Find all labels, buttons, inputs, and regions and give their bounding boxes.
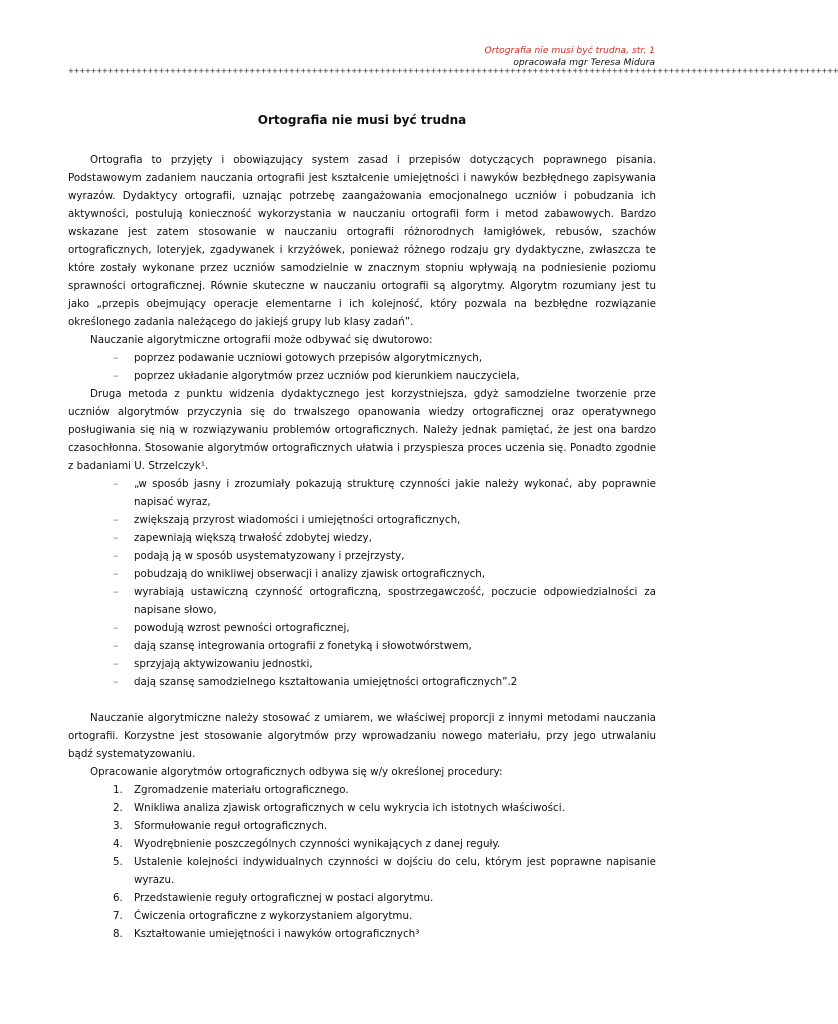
list-item: 7. Ćwiczenia ortograficzne z wykorzystaniem algorytmu. (68, 907, 656, 925)
dash-marker: – (113, 370, 119, 382)
dash-marker: – (113, 640, 119, 652)
list-item: – wyrabiają ustawiczną czynność ortograficzną, spostrzegawczość, poczucie odpowiedzialności za napisane słowo, (68, 583, 656, 619)
list-item: – pobudzają do wnikliwej obserwacji i analizy zjawisk ortograficznych, (68, 565, 656, 583)
list-item: 5. Ustalenie kolejności indywidualnych czynności w dojściu do celu, którym jest poprawne napisanie wyrazu. (68, 853, 656, 889)
list-item: – poprzez układanie algorytmów przez uczniów pod kierunkiem nauczyciela, (68, 367, 656, 385)
dash-marker: – (113, 568, 119, 580)
step-number: 3. (113, 820, 123, 832)
procedure-steps-list (68, 781, 656, 943)
methods-list (68, 349, 656, 385)
header-author: opracowała mgr Teresa Midura (513, 57, 655, 68)
list-item: – podają ją w sposób usystematyzowany i przejrzysty, (68, 547, 656, 565)
list-item: – zwiększają przyrost wiadomości i umiejętności ortograficznych, (68, 511, 656, 529)
dash-marker: – (113, 532, 119, 544)
list-item: – zapewniają większą trwałość zdobytej wiedzy, (68, 529, 656, 547)
step-number: 4. (113, 838, 123, 850)
list-item: 3. Sformułowanie reguł ortograficznych. (68, 817, 656, 835)
dash-marker: – (113, 352, 119, 364)
paragraph-moderation: Nauczanie algorytmiczne należy stosować z umiarem, we właściwej proporcji z innymi metodami nauczania ortografii. Korzystne jest stosowanie algorytmów przy wprowadzaniu nowego materiału, przy jego utrwalaniu bądź systematyzowaniu. (68, 712, 656, 760)
step-number: 5. (113, 856, 123, 868)
list-item: 1. Zgromadzenie materiału ortograficznego. (68, 781, 656, 799)
benefits-list (68, 475, 656, 691)
dash-marker: – (113, 586, 119, 598)
paragraph-intro: Ortografia to przyjęty i obowiązujący system zasad i przepisów dotyczących poprawnego pisania. Podstawowym zadaniem nauczania ortografii jest kształcenie umiejętności i nawyków bezbłędnego zapisywania wyrazów. Dydaktycy ortografii, uznając potrzebę zaangażowania emocjonalnego uczniów i pobudzania ich aktywności, postulują konieczność wykorzystania w nauczaniu ortografii form i metod zabawowych. Bardzo wskazane jest zatem stosowanie w nauczaniu ortografii różnorodnych łamigłówek, rebusów, szachów ortograficznych, loteryjek, zgadywanek i krzyżówek, ponieważ różnego rodzaju gry dydaktyczne, zwłaszcza te które zostały wykonane przez uczniów samodzielnie w znacznym stopniu wpływają na podniesienie poziomu sprawności ortograficznej. Równie skuteczne w nauczaniu ortografii są algorytmy. Algorytm rozumiany jest tu jako „przepis obejmujący operacje elementarne i ich kolejność, który pozwala na bezbłędne rozwiązanie określonego zadania należącego do jakiejś grupy lub klasy zadań”. (68, 154, 656, 328)
step-number: 1. (113, 784, 123, 796)
list-item: 4. Wyodrębnienie poszczególnych czynności wynikających z danej reguły. (68, 835, 656, 853)
dash-marker: – (113, 622, 119, 634)
dash-marker: – (113, 478, 119, 490)
list-item: – powodują wzrost pewności ortograficznej, (68, 619, 656, 637)
step-number: 2. (113, 802, 123, 814)
header-title: Ortografia nie musi być trudna, str. 1 (484, 45, 655, 56)
document-body (68, 151, 656, 943)
dash-marker: – (113, 658, 119, 670)
step-number: 6. (113, 892, 123, 904)
list-item: – dają szansę samodzielnego kształtowania umiejętności ortograficznych”.2 (68, 673, 656, 691)
step-number: 7. (113, 910, 123, 922)
step-number: 8. (113, 928, 123, 940)
document-title: Ortografia nie musi być trudna (257, 113, 467, 127)
dash-marker: – (113, 676, 119, 688)
list-item: – poprzez podawanie uczniowi gotowych przepisów algorytmicznych, (68, 349, 656, 367)
list-item: – dają szansę integrowania ortografii z fonetyką i słowotwórstwem, (68, 637, 656, 655)
paragraph-methods: Nauczanie algorytmiczne ortografii może odbywać się dwutorowo: (90, 334, 433, 346)
dash-marker: – (113, 550, 119, 562)
header-divider: ++++++++++++++++++++++++++++++++++++++++++++++++++++++++++++++++++++++++++++++++++++++++++++++++++++++++++++++++++++++++++++++++++++++++ (68, 67, 838, 75)
paragraph-procedure: Opracowanie algorytmów ortograficznych odbywa się w/y określonej procedury: (90, 766, 503, 778)
list-item: – „w sposób jasny i zrozumiały pokazują strukturę czynności jakie należy wykonać, aby poprawnie napisać wyraz, (68, 475, 656, 511)
page-header (484, 45, 655, 69)
spacer (68, 691, 656, 709)
paragraph-second-method: Druga metoda z punktu widzenia dydaktycznego jest korzystniejsza, gdyż samodzielne tworzenie prze uczniów algorytmów przyczynia się do trwalszego opanowania wiedzy ortograficznej oraz operatywnego posługiwania się nią w rozwiązywaniu problemów ortograficznych. Należy jednak pamiętać, że jest ona bardzo czasochłonna. Stosowanie algorytmów ortograficznych ułatwia i przyspiesza proces uczenia się. Ponadto zgodnie z badaniami U. Strzelczyk¹. (68, 388, 656, 472)
list-item: – sprzyjają aktywizowaniu jednostki, (68, 655, 656, 673)
list-item: 6. Przedstawienie reguły ortograficznej w postaci algorytmu. (68, 889, 656, 907)
list-item: 2. Wnikliwa analiza zjawisk ortograficznych w celu wykrycia ich istotnych właściwości. (68, 799, 656, 817)
list-item: 8. Kształtowanie umiejętności i nawyków ortograficznych³ (68, 925, 656, 943)
dash-marker: – (113, 514, 119, 526)
